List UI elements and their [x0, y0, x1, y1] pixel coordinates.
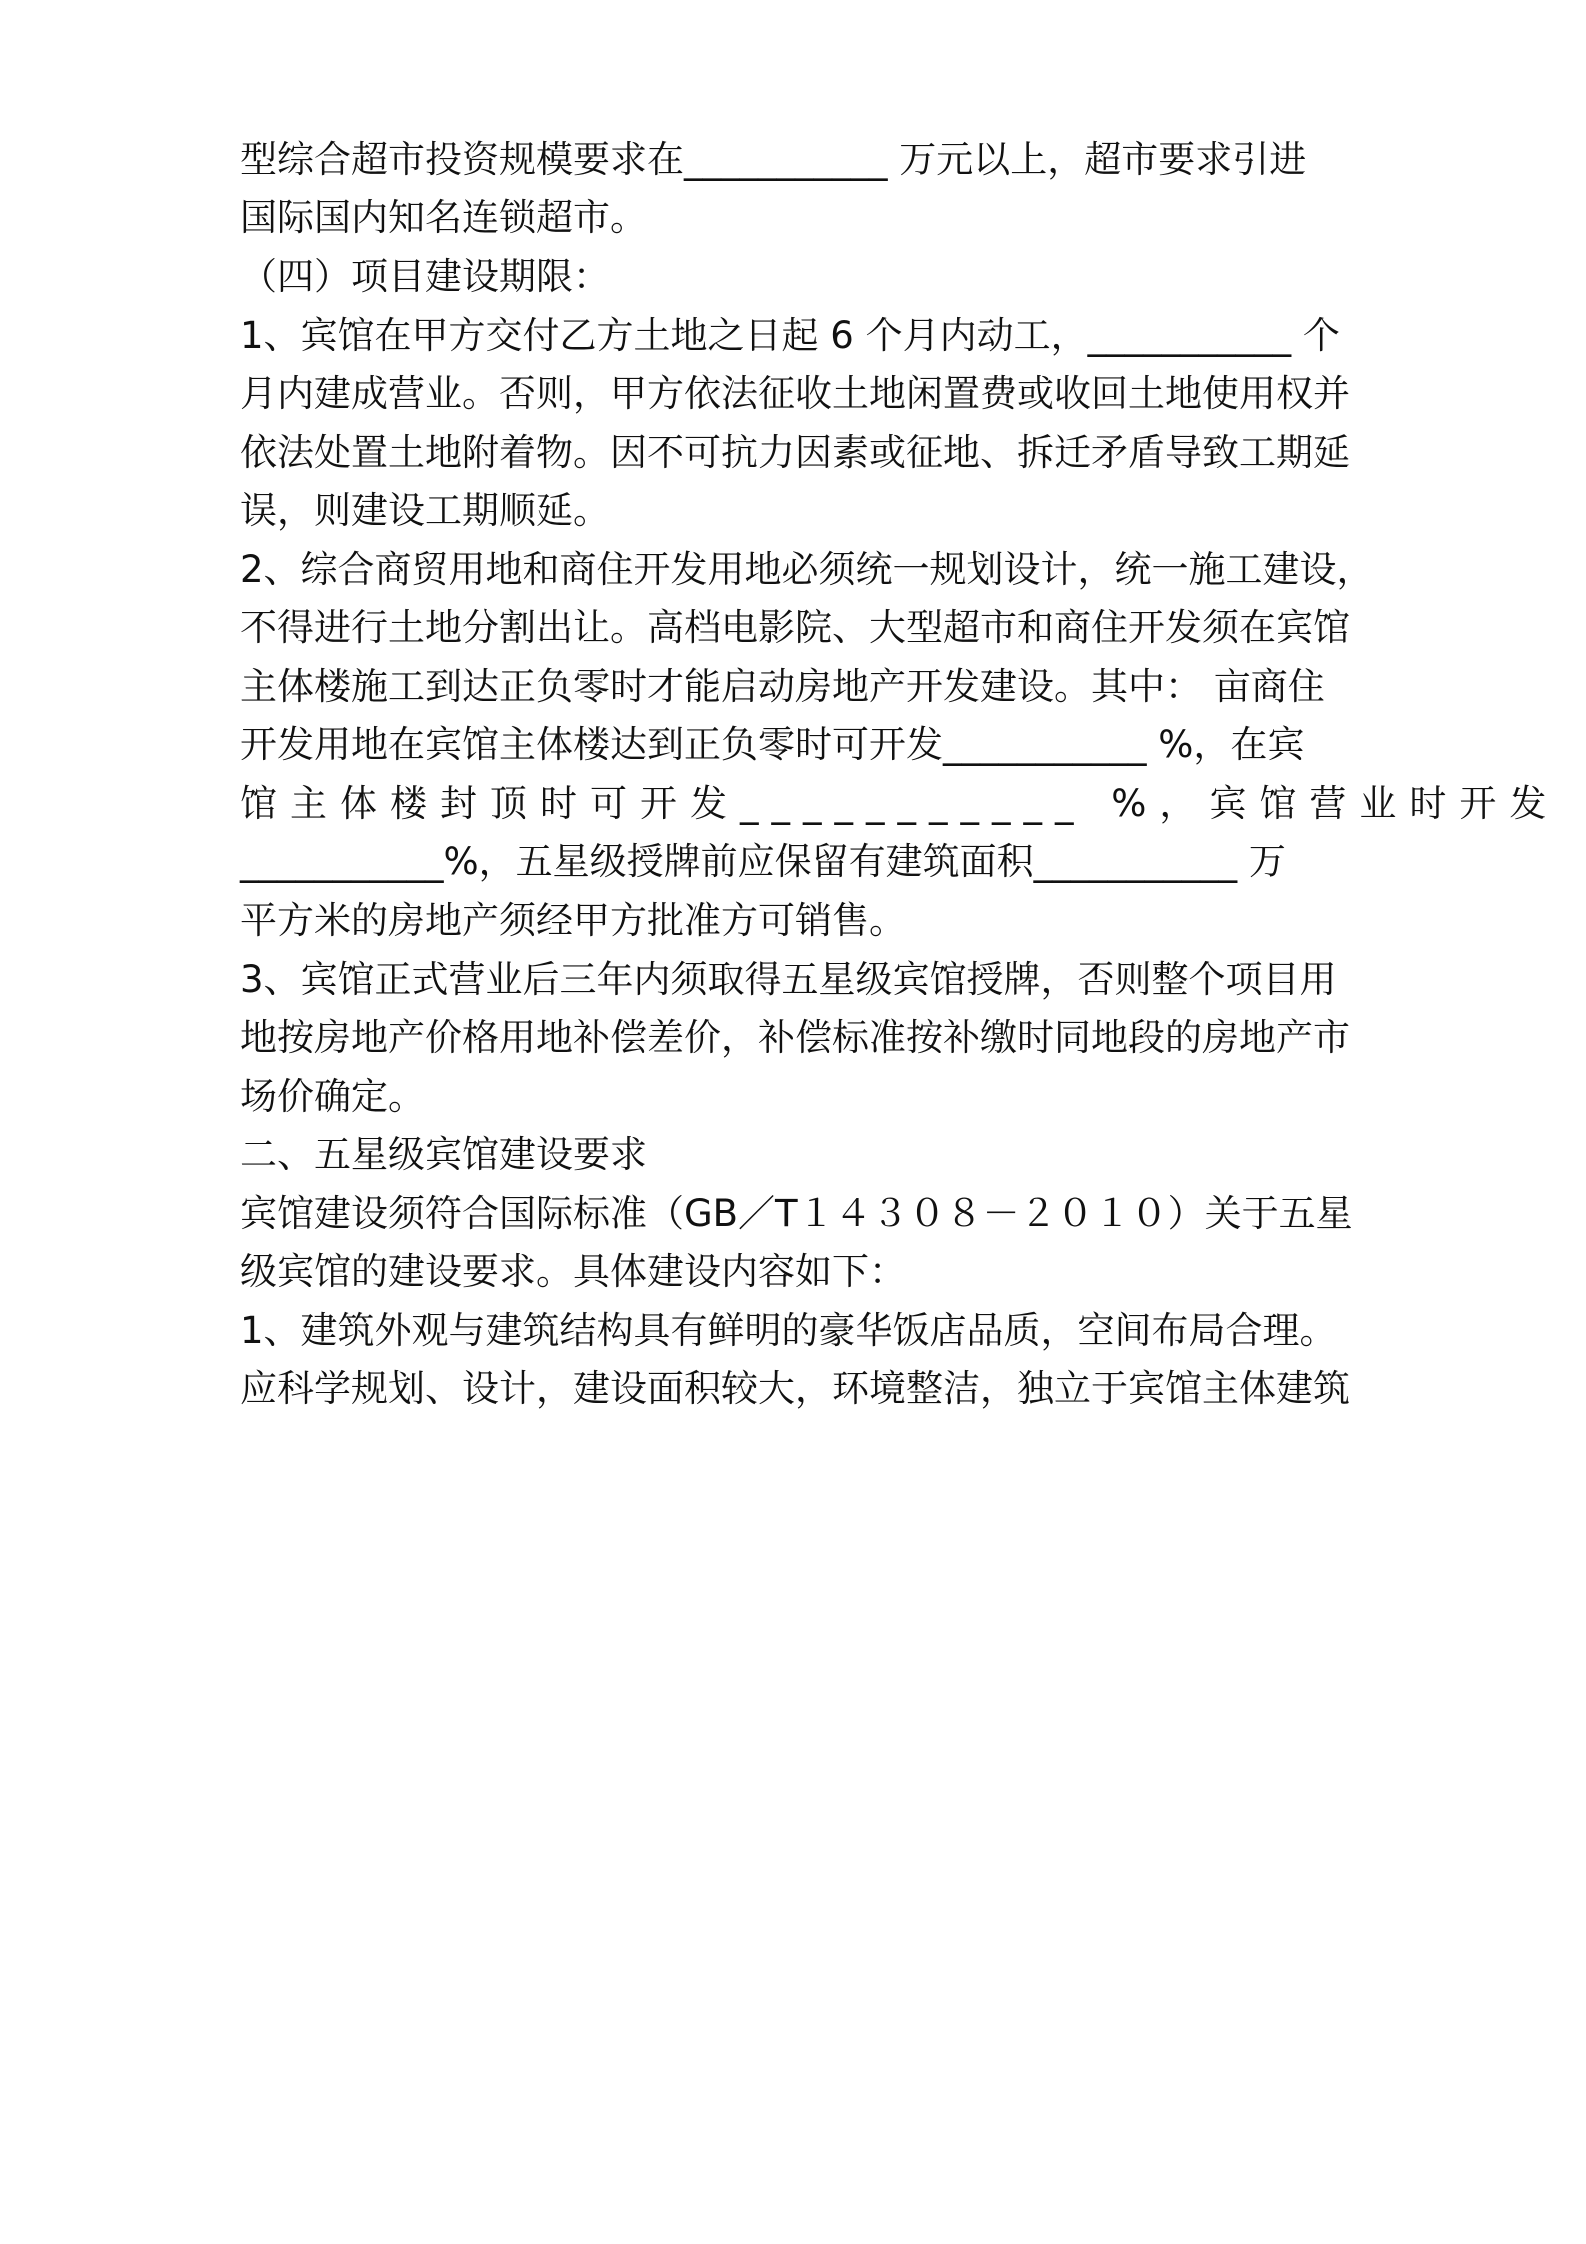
- text-line: ___________%，五星级授牌前应保留有建筑面积___________ 万: [240, 840, 1286, 883]
- text-line: 馆主体楼封顶时可开发___________ %，宾馆营业时开发: [240, 782, 1560, 825]
- text-line: 宾馆建设须符合国际标准（GB／T１４３０８－２０１０）关于五星: [240, 1192, 1353, 1235]
- text-line: 1、建筑外观与建筑结构具有鲜明的豪华饭店品质，空间布局合理。: [240, 1309, 1337, 1352]
- text-line: 地按房地产价格用地补偿差价，补偿标准按补缴时同地段的房地产市: [240, 1016, 1350, 1059]
- text-line: 平方米的房地产须经甲方批准方可销售。: [240, 899, 906, 942]
- text-line: 3、宾馆正式营业后三年内须取得五星级宾馆授牌，否则整个项目用: [240, 958, 1337, 1001]
- text-line: 不得进行土地分割出让。高档电影院、大型超市和商住开发须在宾馆: [240, 606, 1350, 649]
- section-heading: 二、五星级宾馆建设要求: [240, 1133, 647, 1176]
- text-line: 型综合超市投资规模要求在___________ 万元以上，超市要求引进: [240, 138, 1307, 181]
- text-line: 开发用地在宾馆主体楼达到正负零时可开发___________ %，在宾: [240, 723, 1305, 766]
- text-line: 2、综合商贸用地和商住开发用地必须统一规划设计，统一施工建设，: [240, 548, 1374, 591]
- text-line: 误，则建设工期顺延。: [240, 489, 610, 532]
- section-heading: （四）项目建设期限：: [240, 255, 610, 298]
- text-line: 应科学规划、设计，建设面积较大，环境整洁，独立于宾馆主体建筑: [240, 1367, 1350, 1410]
- text-line: 依法处置土地附着物。因不可抗力因素或征地、拆迁矛盾导致工期延: [240, 431, 1350, 474]
- text-line: 场价确定。: [240, 1075, 425, 1118]
- text-line: 国际国内知名连锁超市。: [240, 196, 647, 239]
- text-line: 主体楼施工到达正负零时才能启动房地产开发建设。其中： 亩商住: [240, 665, 1325, 708]
- text-line: 月内建成营业。否则，甲方依法征收土地闲置费或收回土地使用权并: [240, 372, 1350, 415]
- text-line: 级宾馆的建设要求。具体建设内容如下：: [240, 1250, 906, 1293]
- text-line: 1、宾馆在甲方交付乙方土地之日起 6 个月内动工，___________ 个: [240, 314, 1340, 357]
